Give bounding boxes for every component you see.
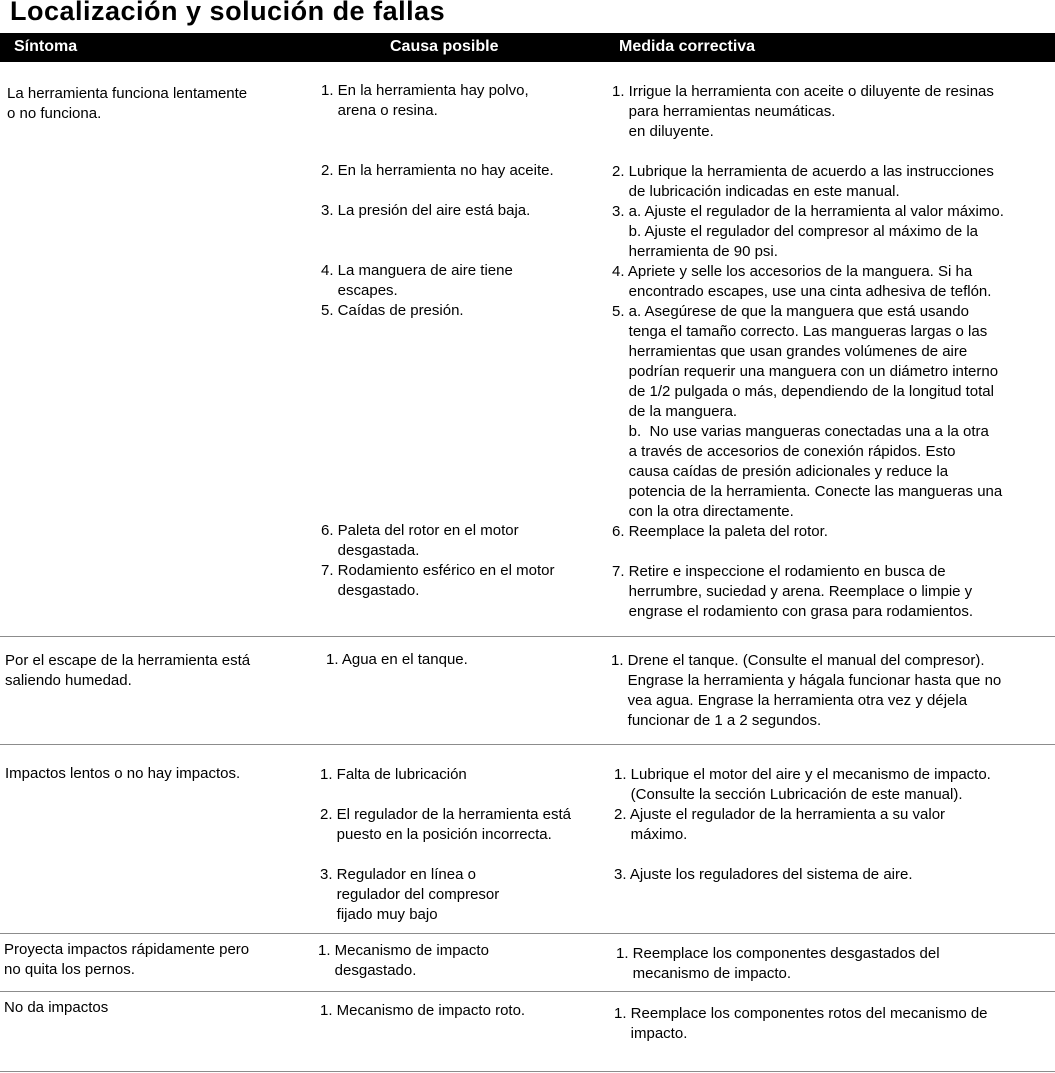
row-cause: 1. Falta de lubricación: [320, 766, 467, 783]
row-cause: 1. Agua en el tanque.: [326, 651, 468, 668]
row-remedy: 2. Lubrique la herramienta de acuerdo a las instrucciones de lubricación indicadas en este manual.: [612, 163, 994, 200]
row-divider: [0, 744, 1055, 745]
row-divider: [0, 636, 1055, 637]
row-divider: [0, 1071, 1055, 1072]
row-remedy: 1. Reemplace los componentes rotos del mecanismo de impacto.: [614, 1005, 988, 1042]
row-cause: 1. En la herramienta hay polvo, arena o resina.: [321, 82, 529, 119]
row-remedy: 1. Irrigue la herramienta con aceite o diluyente de resinas para herramientas neumáticas. en diluyente.: [612, 83, 994, 140]
row-cause: 6. Paleta del rotor en el motor desgastada.: [321, 522, 519, 559]
row-cause: 7. Rodamiento esférico en el motor desgastado.: [321, 562, 555, 599]
row-remedy: 1. Drene el tanque. (Consulte el manual del compresor). Engrase la herramienta y hágala funcionar hasta que no vea agua. Engrase la herramienta otra vez y déjela funcionar de 1 a 2 segundos.: [611, 652, 1002, 729]
row-cause: 3. La presión del aire está baja.: [321, 202, 531, 219]
row-divider: [0, 933, 1055, 934]
row-symptom: Proyecta impactos rápidamente pero no quita los pernos.: [4, 941, 250, 978]
row-symptom: No da impactos: [4, 999, 109, 1016]
row-remedy: 1. Lubrique el motor del aire y el mecanismo de impacto. (Consulte la sección Lubricación de este manual).: [614, 766, 991, 803]
page-title: Localización y solución de fallas: [10, 0, 446, 26]
row-cause: 1. Mecanismo de impacto desgastado.: [318, 942, 489, 979]
row-remedy: 3. Ajuste los reguladores del sistema de aire.: [614, 866, 913, 883]
row-remedy: 3. a. Ajuste el regulador de la herramienta al valor máximo. b. Ajuste el regulador del compresor al máximo de la herramienta de 90 psi.: [612, 203, 1004, 260]
row-cause: 1. Mecanismo de impacto roto.: [320, 1002, 526, 1019]
row-symptom: Por el escape de la herramienta está saliendo humedad.: [5, 652, 251, 689]
row-remedy: 2. Ajuste el regulador de la herramienta a su valor máximo.: [614, 806, 946, 843]
row-cause: 5. Caídas de presión.: [321, 302, 464, 319]
row-symptom: Impactos lentos o no hay impactos.: [5, 765, 241, 782]
row-cause: 2. El regulador de la herramienta está puesto en la posición incorrecta.: [320, 806, 571, 843]
header-symptom: Síntoma: [14, 38, 78, 55]
row-remedy: 1. Reemplace los componentes desgastados del mecanismo de impacto.: [616, 945, 940, 982]
table-header: [0, 33, 1055, 62]
row-symptom: La herramienta funciona lentamente o no funciona.: [7, 85, 248, 122]
row-remedy: 7. Retire e inspeccione el rodamiento en busca de herrumbre, suciedad y arena. Reemplace o limpie y engrase el rodamiento con grasa para rodamientos.: [612, 563, 974, 620]
row-cause: 3. Regulador en línea o regulador del compresor fijado muy bajo: [320, 866, 500, 923]
row-divider: [0, 991, 1055, 992]
row-remedy: 6. Reemplace la paleta del rotor.: [612, 523, 828, 540]
row-cause: 2. En la herramienta no hay aceite.: [321, 162, 554, 179]
row-remedy: 5. a. Asegúrese de que la manguera que está usando tenga el tamaño correcto. Las mangueras largas o las herramientas que usan grandes volúmenes de aire podrían requerir una manguera con un diámetro interno de 1/2 pulgada o más, dependiendo de la longitud total de la manguera. b. No use varias mangueras conectadas una a la otra a través de accesorios de conexión rápidos. Esto causa caídas de presión adicionales y reduce la potencia de la herramienta. Conecte las mangueras una con la otra directamente.: [612, 303, 1003, 520]
header-remedy: Medida correctiva: [619, 38, 756, 55]
header-cause: Causa posible: [390, 38, 499, 55]
row-cause: 4. La manguera de aire tiene escapes.: [321, 262, 513, 299]
row-remedy: 4. Apriete y selle los accesorios de la manguera. Si ha encontrado escapes, use una cinta adhesiva de teflón.: [612, 263, 992, 300]
